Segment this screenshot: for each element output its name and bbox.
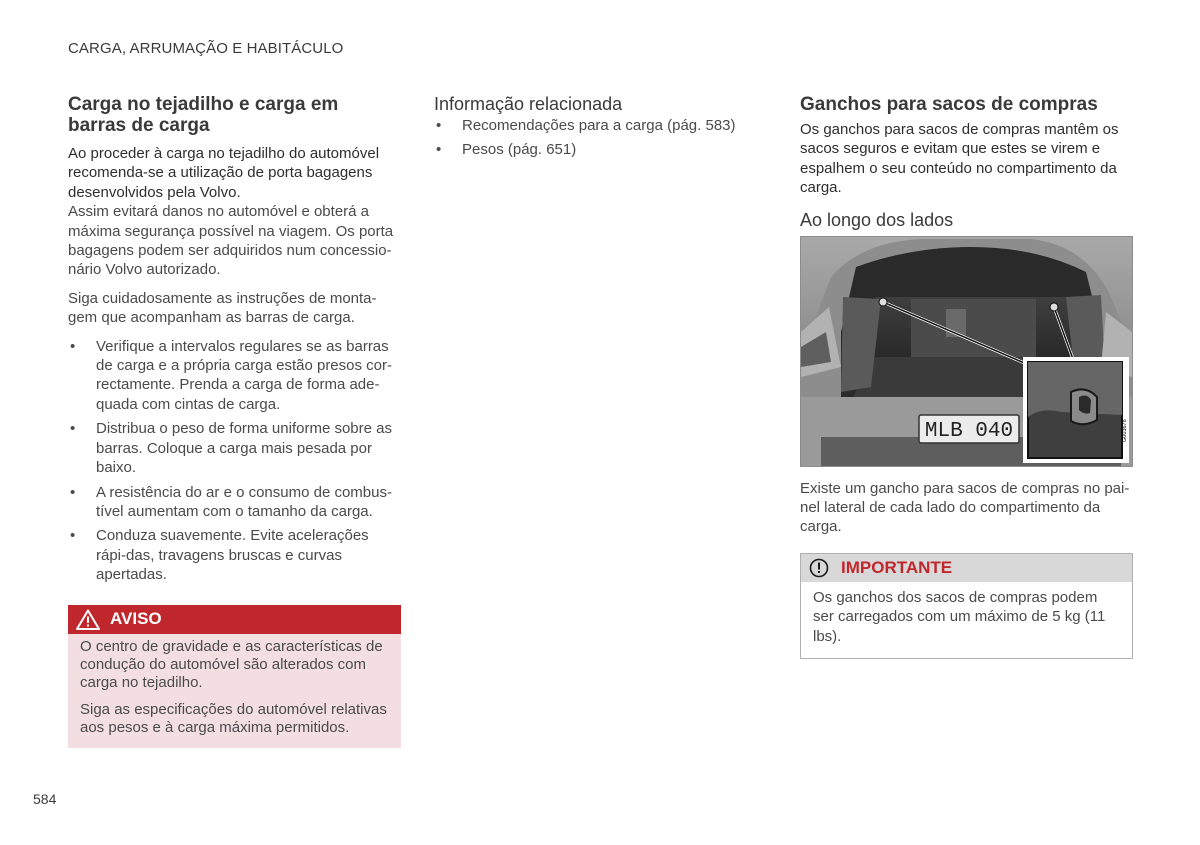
warning-text: Siga as especificações do automóvel relativas aos pesos e à carga máxima permitidos.: [80, 700, 387, 737]
important-title: IMPORTANTE: [841, 557, 953, 577]
related-title: Informação relacionada: [434, 94, 623, 114]
exclamation-circle-icon: [809, 558, 829, 578]
bullet-icon: •: [70, 527, 76, 545]
figure-code: G003678: [1122, 418, 1128, 442]
section-title: Carga no tejadilho e carga em barras de carga: [68, 94, 339, 136]
bullet-icon: •: [436, 141, 442, 159]
bullet-icon: •: [436, 117, 442, 134]
section-title: Ganchos para sacos de compras: [800, 94, 1098, 115]
warning-box: [68, 605, 401, 748]
instruction-list: [68, 337, 401, 585]
warning-header: [68, 605, 401, 634]
bullet-icon: •: [70, 420, 76, 438]
warning-title: AVISO: [110, 609, 162, 629]
car-rear-photo: [801, 237, 1132, 466]
subsection-title: Ao longo dos lados: [800, 209, 954, 230]
figure-caption: Existe um gancho para sacos de compras no pai-nel lateral de cada lado do compartimento da carga.: [800, 479, 1130, 536]
warning-triangle-icon: [76, 609, 100, 630]
list-item: • A resistência do ar e o consumo de combus-tível aumentam com o tamanho da carga.: [70, 483, 392, 520]
column-roof-load: [68, 94, 401, 748]
column-related-info: [434, 94, 754, 165]
list-item: • Verifique a intervalos regulares se as barras de carga e a própria carga estão presos cor-rectamente. Prenda a carga de forma ade-quada com cintas de carga.: [70, 337, 392, 413]
related-links: [434, 116, 754, 160]
page-number: 584: [33, 791, 57, 807]
bullet-icon: •: [70, 483, 76, 501]
cargo-area-illustration: [800, 236, 1133, 467]
body-paragraph: Siga cuidadosamente as instruções de monta-gem que acompanham as barras de carga.: [68, 289, 377, 327]
related-link[interactable]: • Pesos (pág. 651): [436, 141, 577, 159]
important-header: [801, 554, 1132, 582]
bullet-icon: •: [70, 337, 76, 355]
important-text: Os ganchos dos sacos de compras podem ser carregados com um máximo de 5 kg (11 lbs).: [813, 588, 1106, 645]
lead-paragraph: Ao proceder à carga no tejadilho do automóvel recomenda-se a utilização de porta bagagens desenvolvidos pela Volvo.: [68, 145, 380, 201]
list-item: • Conduza suavemente. Evite acelerações rápi-das, travagens bruscas e curvas apertadas.: [70, 527, 369, 584]
warning-text: O centro de gravidade e as características de condução do automóvel são alterados com carga no tejadilho.: [80, 637, 383, 692]
lead-paragraph: Os ganchos para sacos de compras mantêm os sacos seguros e evitam que estes se virem e espalhem o seu conteúdo no compartimento da carga.: [800, 121, 1119, 197]
column-bag-hooks: [800, 94, 1133, 659]
related-link[interactable]: • Recomendações para a carga (pág. 583): [436, 117, 736, 134]
body-paragraph: Assim evitará danos no automóvel e obterá a máxima segurança possível na viagem. Os porta bagagens podem ser adquiridos num concessio-nário Volvo autorizado.: [68, 203, 394, 279]
license-plate-text: MLB 040: [924, 419, 1014, 443]
important-box: [800, 553, 1133, 659]
list-item: • Distribua o peso de forma uniforme sobre as barras. Coloque a carga mais pesada por baixo.: [70, 420, 392, 477]
section-header: CARGA, ARRUMAÇÃO E HABITÁCULO: [68, 40, 344, 57]
